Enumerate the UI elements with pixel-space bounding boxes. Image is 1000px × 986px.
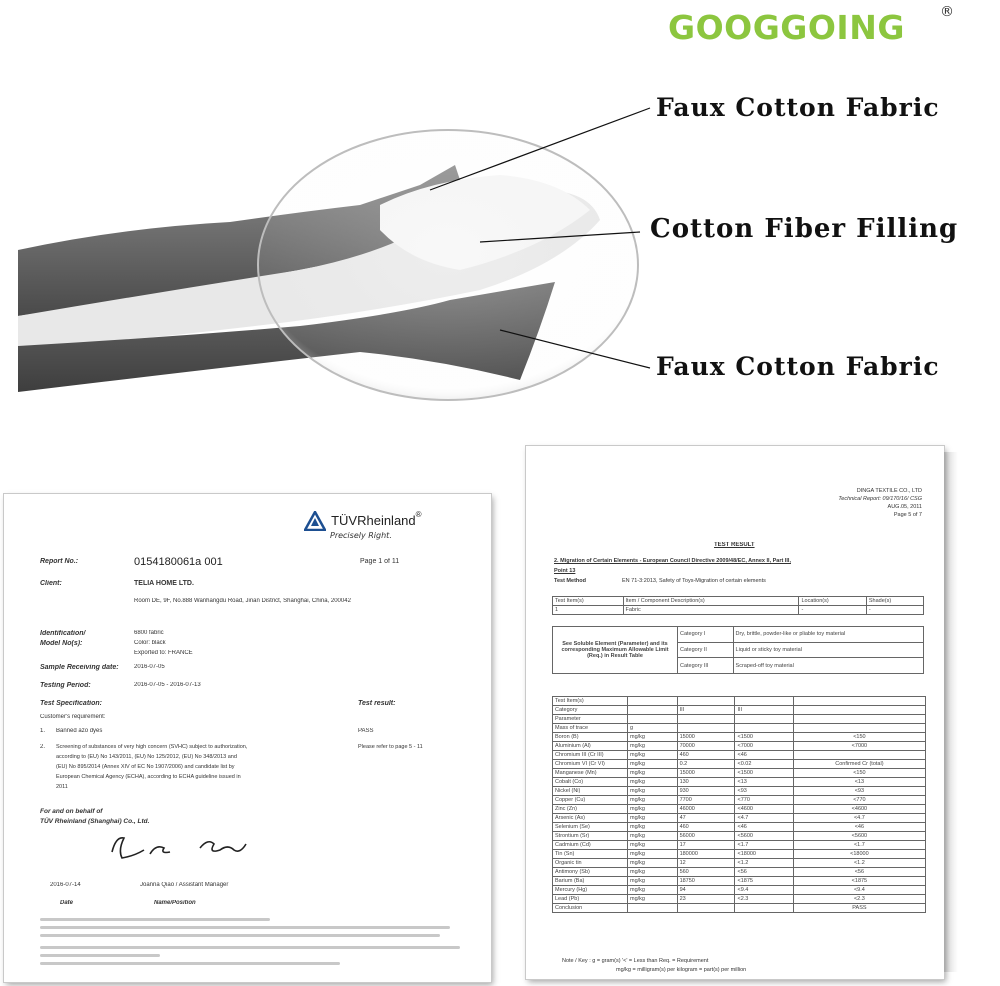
table-cell: -: [799, 606, 866, 615]
registered-mark: ®: [940, 4, 954, 20]
table-cell: <1.7: [793, 841, 925, 850]
table-cell: Cobalt (Co): [553, 778, 628, 787]
exported-value: Exported to: FRANCE: [134, 650, 193, 656]
item2-line4: European Chemical Agency (ECHA), according to ECHA guideline issued in: [56, 774, 241, 780]
item2-number: 2.: [40, 744, 46, 750]
table-row: [553, 778, 926, 787]
table-row: [553, 877, 926, 886]
report-company: DINGA TEXTILE CO., LTD: [856, 488, 922, 494]
table-cell: <56: [793, 868, 925, 877]
table-cell: Zinc (Zn): [553, 805, 628, 814]
table-row: [553, 841, 926, 850]
table-cell: <93: [735, 787, 793, 796]
table-cell: Parameter: [553, 715, 628, 724]
migration-line1: 2. Migration of Certain Elements - European Council Directive 2009/48/EC, Annex II, Part III,: [554, 558, 791, 564]
table-cell: 15000: [677, 733, 735, 742]
section-title: TEST RESULT: [714, 542, 755, 548]
table-cell: mg/kg: [628, 832, 678, 841]
category-desc: Liquid or sticky toy material: [733, 642, 923, 658]
table-cell: <7000: [735, 742, 793, 751]
sample-receiving-label: Sample Receiving date:: [40, 664, 119, 671]
signer-name: Joanna Qiao / Assistant Manager: [140, 882, 229, 888]
table-cell: 0.2: [677, 760, 735, 769]
table-cell: <1500: [735, 769, 793, 778]
table-cell: [735, 697, 793, 706]
table-cell: Organic tin: [553, 859, 628, 868]
table-cell: Fabric: [623, 606, 799, 615]
table-cell: <5600: [735, 832, 793, 841]
table-cell: Chromium III (Cr III): [553, 751, 628, 760]
dinga-test-report-document: [526, 446, 944, 979]
table-cell: <770: [735, 796, 793, 805]
table-cell: [628, 697, 678, 706]
migration-line2: Point 13: [554, 568, 576, 574]
tuv-registered-mark: ®: [415, 510, 422, 519]
table-cell: <18000: [793, 850, 925, 859]
table-cell: mg/kg: [628, 796, 678, 805]
table-cell: <4.7: [735, 814, 793, 823]
notes-line1: Note / Key : g = gram(s) '<' = Less than Req. = Requirement: [562, 958, 709, 964]
table-cell: mg/kg: [628, 742, 678, 751]
brand-logo: [668, 6, 968, 50]
table-cell: <1.7: [735, 841, 793, 850]
table-cell: [628, 706, 678, 715]
table-cell: 56000: [677, 832, 735, 841]
table-cell: <4.7: [793, 814, 925, 823]
table-cell: [735, 724, 793, 733]
table-header: Item / Component Description(s): [623, 597, 799, 606]
notes-line2: mg/kg = milligram(s) per kilogram = part(s) per million: [616, 967, 747, 973]
model-label: Model No(s):: [40, 640, 83, 647]
table-cell: <150: [793, 769, 925, 778]
table-cell: [677, 715, 735, 724]
table-cell: Strontium (Sr): [553, 832, 628, 841]
category-name: Category II: [678, 642, 734, 658]
category-table: [552, 626, 924, 674]
table-cell: <9.4: [793, 886, 925, 895]
table-cell: Cadmium (Cd): [553, 841, 628, 850]
table-row: [553, 904, 926, 913]
item2-line3: (EU) No 895/2014 (Annex XIV of EC No 1907/2006) and candidate list by: [56, 764, 235, 770]
for-behalf-label: For and on behalf of: [40, 808, 103, 815]
table-row: [553, 769, 926, 778]
table-row: [553, 850, 926, 859]
client-address: Room DE, 9F, No.888 Wanhangdu Road, Jinan District, Shanghai, China, 200042: [134, 598, 351, 604]
report-no-label: Report No.:: [40, 558, 79, 565]
table-cell: III: [735, 706, 793, 715]
test-method: EN 71-3:2013, Safety of Toys-Migration of certain elements: [622, 578, 766, 584]
table-cell: Mass of trace: [553, 724, 628, 733]
table-cell: mg/kg: [628, 895, 678, 904]
table-cell: <56: [735, 868, 793, 877]
report-no: 0154180061a 001: [134, 556, 223, 568]
table-row: [553, 787, 926, 796]
item1-result: PASS: [358, 728, 374, 734]
brand-name: GOOGGOING: [668, 8, 905, 47]
label-faux-cotton-fabric-top: Faux Cotton Fabric: [656, 93, 940, 122]
table-cell: <770: [793, 796, 925, 805]
table-cell: <1500: [735, 733, 793, 742]
table-cell: Copper (Cu): [553, 796, 628, 805]
table-header: Test Item(s): [553, 597, 624, 606]
table-cell: 70000: [677, 742, 735, 751]
table-cell: 180000: [677, 850, 735, 859]
table-cell: mg/kg: [628, 805, 678, 814]
table-row: [553, 868, 926, 877]
table-cell: mg/kg: [628, 769, 678, 778]
table-cell: <2.3: [735, 895, 793, 904]
table-cell: Boron (B): [553, 733, 628, 742]
table-cell: mg/kg: [628, 733, 678, 742]
table-cell: [677, 697, 735, 706]
table-cell: 17: [677, 841, 735, 850]
table-cell: [628, 904, 678, 913]
category-name: Category I: [678, 627, 734, 643]
company-name: TÜV Rheinland (Shanghai) Co., Ltd.: [40, 818, 150, 825]
table-cell: -: [866, 606, 923, 615]
tuv-logo: [304, 510, 422, 540]
table-row: [553, 823, 926, 832]
table-header: Location(s): [799, 597, 866, 606]
item2-result: Please refer to page 5 - 11: [358, 744, 423, 750]
testing-period-label: Testing Period:: [40, 682, 91, 689]
footer-text: [40, 926, 450, 929]
table-cell: Nickel (Ni): [553, 787, 628, 796]
table-cell: 130: [677, 778, 735, 787]
table-row: [553, 814, 926, 823]
item1-text: Banned azo dyes: [56, 728, 103, 734]
table-cell: Category: [553, 706, 628, 715]
table-row: [553, 715, 926, 724]
report-date: AUG.05, 2011: [887, 504, 922, 510]
table-cell: 18750: [677, 877, 735, 886]
color-value: Color: black: [134, 640, 166, 646]
table-cell: 46000: [677, 805, 735, 814]
table-cell: mg/kg: [628, 760, 678, 769]
table-cell: mg/kg: [628, 859, 678, 868]
table-cell: <46: [735, 751, 793, 760]
table-cell: Aluminium (Al): [553, 742, 628, 751]
table-cell: <4600: [735, 805, 793, 814]
table-cell: <7000: [793, 742, 925, 751]
table-cell: mg/kg: [628, 877, 678, 886]
table-cell: Conclusion: [553, 904, 628, 913]
table-cell: [793, 724, 925, 733]
table-cell: <1875: [735, 877, 793, 886]
table-cell: mg/kg: [628, 823, 678, 832]
footer-text: [40, 954, 160, 957]
tuv-tagline: Precisely Right.: [330, 530, 392, 540]
table-cell: <5600: [793, 832, 925, 841]
table-cell: <2.3: [793, 895, 925, 904]
signing-date: 2016-07-14: [50, 882, 81, 888]
item2-line5: 2011: [56, 784, 68, 790]
category-desc: Scraped-off toy material: [733, 658, 923, 674]
item2-line2: according to (EU) No 143/2011, (EU) No 125/2012, (EU) No 348/2013 and: [56, 754, 237, 760]
table-cell: Barium (Ba): [553, 877, 628, 886]
magnifier-circle: [258, 130, 638, 400]
table-row: [553, 796, 926, 805]
label-faux-cotton-fabric-bottom: Faux Cotton Fabric: [656, 352, 940, 381]
label-cotton-fiber-filling: Cotton Fiber Filling: [650, 214, 959, 244]
test-spec-label: Test Specification:: [40, 700, 102, 707]
result-table: [552, 696, 926, 913]
category-description: See Soluble Element (Parameter) and its corresponding Maximum Allowable Limit (Req.) in Result Table: [553, 627, 678, 674]
table-row: [553, 724, 926, 733]
table-row: [553, 760, 926, 769]
customer-requirement: Customer's requirement:: [40, 714, 106, 720]
table-cell: mg/kg: [628, 814, 678, 823]
table-row: [553, 805, 926, 814]
test-method-label: Test Method: [554, 578, 586, 584]
footer-text: [40, 918, 270, 921]
table-row: [553, 895, 926, 904]
table-header: Shade(s): [866, 597, 923, 606]
category-name: Category III: [678, 658, 734, 674]
table-cell: <150: [793, 733, 925, 742]
table-row: [553, 832, 926, 841]
category-desc: Dry, brittle, powder-like or pliable toy material: [733, 627, 923, 643]
table-cell: 15000: [677, 769, 735, 778]
client-label: Client:: [40, 580, 62, 587]
table-cell: 560: [677, 868, 735, 877]
table-cell: [735, 904, 793, 913]
table-cell: <1.2: [793, 859, 925, 868]
table-cell: Manganese (Mn): [553, 769, 628, 778]
table-cell: Mercury (Hg): [553, 886, 628, 895]
table-cell: 460: [677, 823, 735, 832]
page-number: Page 1 of 11: [360, 558, 400, 565]
table-cell: mg/kg: [628, 868, 678, 877]
table-cell: Test Item(s): [553, 697, 628, 706]
table-cell: <9.4: [735, 886, 793, 895]
identification-value: 6800 fabric: [134, 630, 164, 636]
table-cell: [793, 706, 925, 715]
table-cell: Chromium VI (Cr VI): [553, 760, 628, 769]
table-cell: g: [628, 724, 678, 733]
table-cell: III: [677, 706, 735, 715]
item1-number: 1.: [40, 728, 46, 734]
table-cell: [677, 724, 735, 733]
table-cell: mg/kg: [628, 886, 678, 895]
table-cell: Arsenic (As): [553, 814, 628, 823]
client-name: TELIA HOME LTD.: [134, 580, 194, 587]
table-cell: mg/kg: [628, 787, 678, 796]
table-cell: 23: [677, 895, 735, 904]
table-cell: 460: [677, 751, 735, 760]
table-cell: [628, 715, 678, 724]
table-cell: [793, 697, 925, 706]
table-cell: [793, 715, 925, 724]
table-row: [553, 706, 926, 715]
table-cell: <46: [793, 823, 925, 832]
testing-period: 2016-07-05 - 2016-07-13: [134, 682, 201, 688]
table-cell: <18000: [735, 850, 793, 859]
sample-receiving-date: 2016-07-05: [134, 664, 165, 670]
table-cell: Lead (Pb): [553, 895, 628, 904]
table-cell: mg/kg: [628, 778, 678, 787]
report-page: Page 5 of 7: [893, 512, 922, 518]
identification-label: Identification/: [40, 630, 86, 637]
table-cell: <13: [735, 778, 793, 787]
table-cell: Tin (Sn): [553, 850, 628, 859]
footer-text: [40, 934, 440, 937]
table-row: [553, 751, 926, 760]
table-cell: 1: [553, 606, 624, 615]
item2-line1: Screening of substances of very high concern (SVHC) subject to authorization,: [56, 744, 248, 750]
table-row: [553, 859, 926, 868]
table-cell: <4600: [793, 805, 925, 814]
tuv-test-report-document: [4, 494, 491, 982]
name-caption: Name/Position: [154, 900, 196, 906]
table-cell: PASS: [793, 904, 925, 913]
table-cell: <93: [793, 787, 925, 796]
technical-report-no: Technical Report: 09/170/16/ CSG: [838, 496, 922, 502]
table-cell: [677, 904, 735, 913]
table-cell: <46: [735, 823, 793, 832]
table-cell: Confirmed Cr (total): [793, 760, 925, 769]
footer-text: [40, 946, 460, 949]
table-cell: <1875: [793, 877, 925, 886]
table-cell: [735, 715, 793, 724]
table-row: [553, 733, 926, 742]
table-cell: mg/kg: [628, 841, 678, 850]
signature: [104, 830, 254, 864]
test-result-label: Test result:: [358, 700, 396, 707]
table-cell: 47: [677, 814, 735, 823]
table-cell: mg/kg: [628, 751, 678, 760]
table-cell: <1.2: [735, 859, 793, 868]
table-cell: mg/kg: [628, 850, 678, 859]
footer-text: [40, 962, 340, 965]
date-caption: Date: [60, 900, 74, 906]
table-cell: [793, 751, 925, 760]
table-cell: Antimony (Sb): [553, 868, 628, 877]
table-cell: 930: [677, 787, 735, 796]
sample-table: [552, 596, 924, 615]
table-cell: 7700: [677, 796, 735, 805]
table-cell: <0.02: [735, 760, 793, 769]
table-cell: Selenium (Se): [553, 823, 628, 832]
triangle-logo-icon: [304, 511, 326, 531]
table-row: [553, 742, 926, 751]
tuv-logo-name: TÜVRheinland: [331, 513, 416, 528]
table-cell: 94: [677, 886, 735, 895]
table-row: [553, 697, 926, 706]
table-cell: <13: [793, 778, 925, 787]
table-row: [553, 886, 926, 895]
table-cell: 12: [677, 859, 735, 868]
